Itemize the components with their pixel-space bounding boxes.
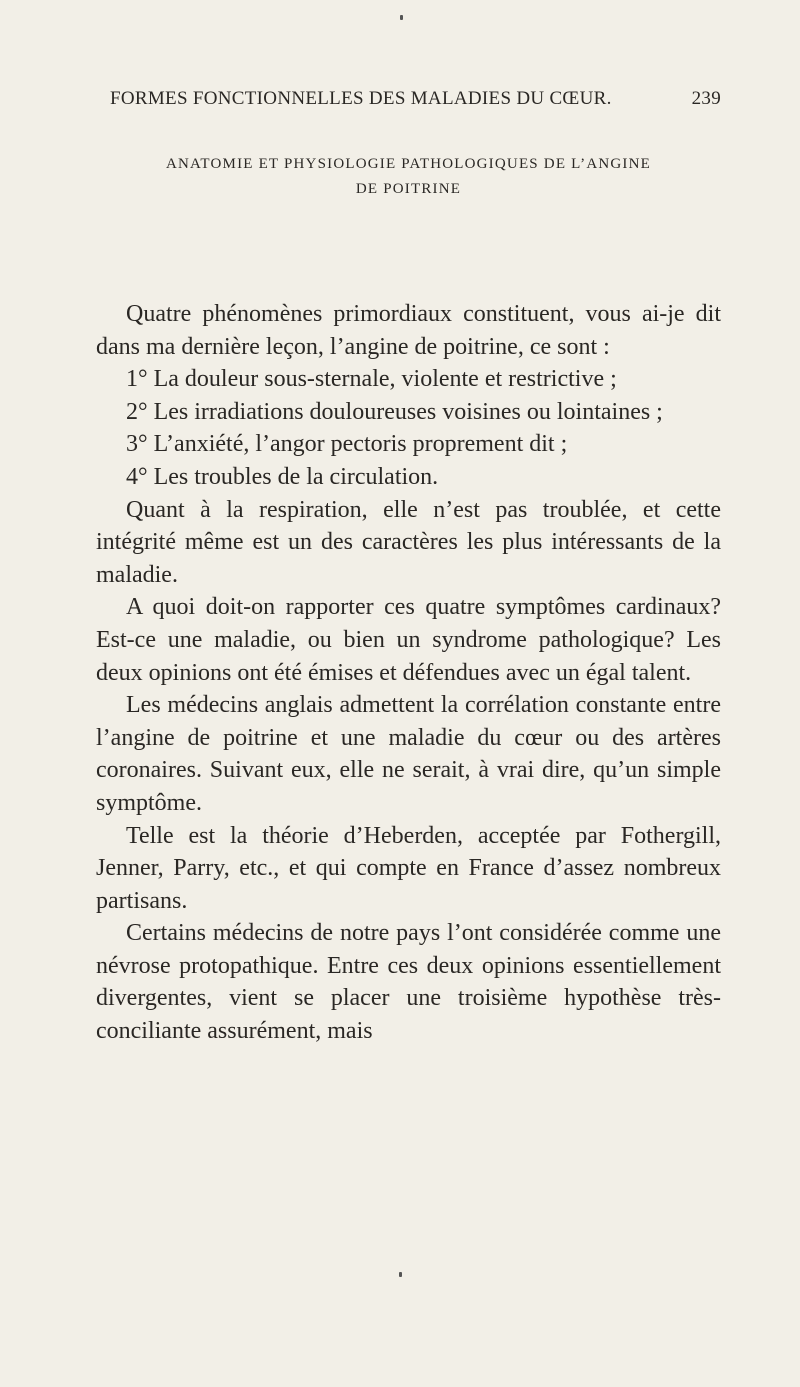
section-heading-line-1: ANATOMIE ET PHYSIOLOGIE PATHOLOGIQUES DE L’ANGINE: [165, 156, 652, 172]
paragraph: Telle est la théorie d’Heberden, acceptée par Fothergill, Jenner, Parry, etc., et qui compte en France d’assez nombreux partisans.: [96, 822, 721, 914]
list-item-2: 2° Les irradiations douloureuses voisines ou lointaines ;: [126, 398, 663, 425]
section-heading: [96, 152, 721, 202]
paragraph: Quant à la respiration, elle n’est pas troublée, et cette intégrité même est un des caractères les plus intéressants de la maladie.: [96, 496, 721, 588]
running-title: FORMES FONCTIONNELLES DES MALADIES DU CŒUR.: [110, 88, 612, 109]
ink-speck-bottom: [399, 1272, 402, 1277]
paragraph: Certains médecins de notre pays l’ont considérée comme une névrose protopathique. Entre ces deux opinions essentiellement divergentes, vient se placer une troisième hypothèse très-conciliante assurément, mais: [96, 920, 721, 1045]
body-text: [96, 298, 721, 1048]
list-item-1: 1° La douleur sous-sternale, violente et restrictive ;: [126, 366, 617, 393]
page-number: 239: [691, 88, 721, 109]
list-item-4: 4° Les troubles de la circulation.: [126, 463, 439, 490]
paragraph: Quatre phénomènes primordiaux constituent, vous ai-je dit dans ma dernière leçon, l’angine de poitrine, ce sont :: [96, 301, 721, 360]
paragraph: Les médecins anglais admettent la corrélation constante entre l’angine de poitrine et une maladie du cœur ou des artères coronaires. Suivant eux, elle ne serait, à vrai dire, qu’un simple symptôme.: [96, 692, 721, 816]
paragraph: A quoi doit-on rapporter ces quatre symptômes cardinaux? Est-ce une maladie, ou bien un syndrome pathologique? Les deux opinions ont été émises et défendues avec un égal talent.: [96, 594, 721, 686]
ink-speck-top: [400, 15, 403, 20]
list-item-3: 3° L’anxiété, l’angor pectoris proprement dit ;: [126, 431, 568, 458]
section-heading-line-2: DE POITRINE: [355, 180, 462, 197]
